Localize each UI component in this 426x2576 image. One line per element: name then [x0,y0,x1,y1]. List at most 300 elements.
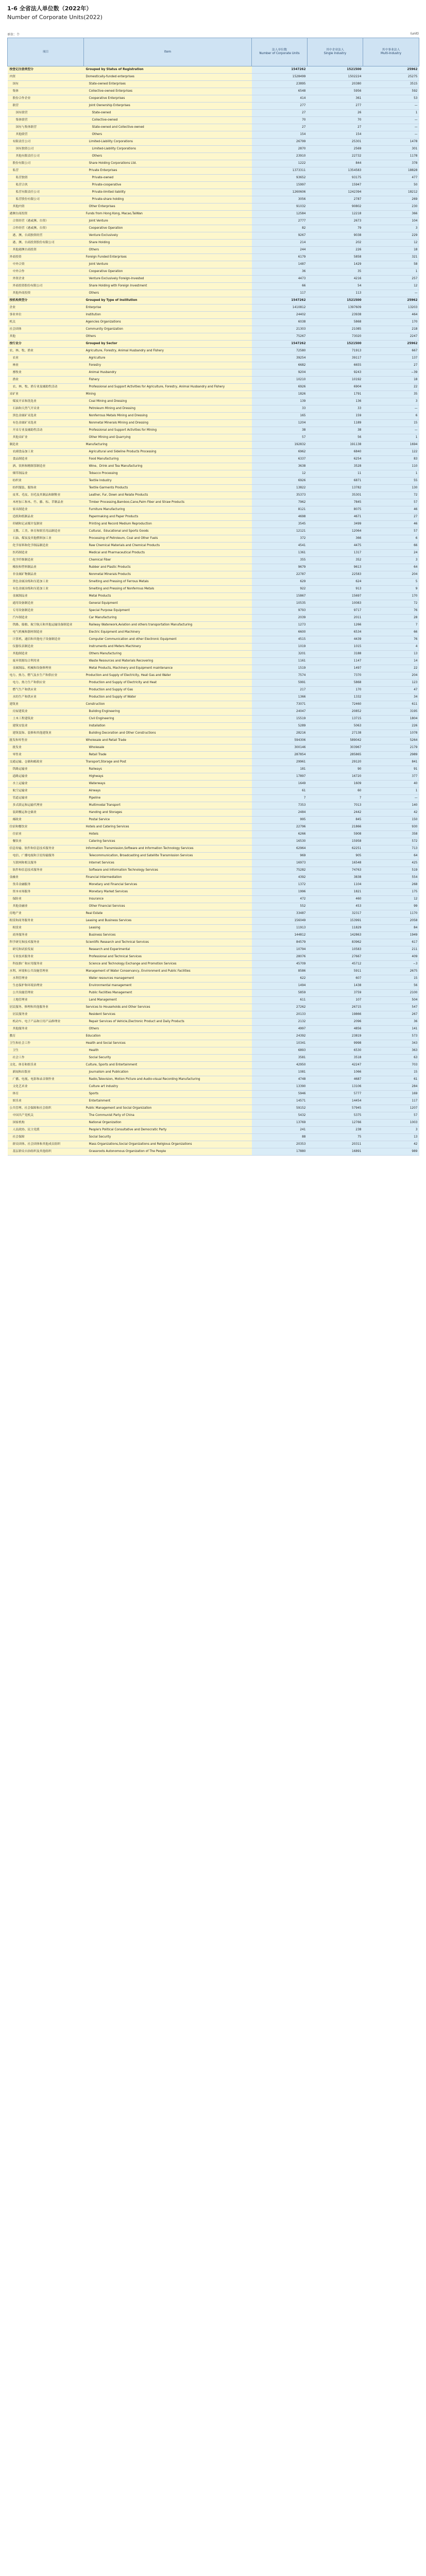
row-value-enterprise: 10192 [308,377,363,384]
row-value-institution: 1 [363,110,419,117]
row-label-en: Funds from Hong Kong, Macao,TaiWan [84,211,252,218]
row-value-institution: 40 [363,781,419,788]
row-label-en: Handing and Storages [84,809,252,817]
row-value-corporate-units: 277 [252,103,308,110]
row-value-institution: 425 [363,860,419,867]
row-label-cn: 科学研究和技术服务业 [8,939,84,946]
row-label-en: Monetary and Financial Services [84,882,252,889]
table-row [8,1011,419,1019]
row-value-corporate-units: 12 [252,470,308,478]
row-value-enterprise: 93175 [308,175,363,182]
row-value-enterprise: 2442 [308,809,363,817]
row-value-institution: 22 [363,665,419,672]
row-value-enterprise: 6904 [308,384,363,391]
table-row [8,175,419,182]
row-value-institution: 104 [363,218,419,225]
row-value-enterprise: 56 [308,434,363,442]
row-label-cn: 建筑业 [8,701,84,708]
row-label-en: Grouped by Sector [84,341,252,348]
row-value-corporate-units: 9267 [252,232,308,240]
row-label-cn: 水上运输业 [8,781,84,788]
row-value-institution: 72 [363,492,419,499]
row-value-enterprise: 9998 [308,1040,363,1047]
table-row [8,824,419,831]
table-row [8,1148,419,1156]
row-value-enterprise: 23819 [308,1033,363,1040]
row-value-corporate-units: 8586 [252,968,308,975]
table-row [8,867,419,874]
row-value-institution: 13 [363,1134,419,1141]
row-label-cn: 群众团体、社会团体和其他成员组织 [8,1141,84,1148]
table-row [8,615,419,622]
row-value-institution: 1170 [363,910,419,918]
row-value-corporate-units: 7574 [252,672,308,680]
row-value-corporate-units: 4698 [252,514,308,521]
table-row [8,204,419,211]
table-row [8,954,419,961]
row-value-institution: 72 [363,600,419,607]
row-label-cn: 中外合作 [8,268,84,276]
row-label-cn: 居民服务、修理和其他服务业 [8,1004,84,1011]
table-row [8,939,419,946]
row-value-enterprise: 4687 [308,1076,363,1083]
row-value-institution: 1 [363,268,419,276]
row-value-enterprise: 42247 [308,1062,363,1069]
row-value-institution: 363 [363,1047,419,1055]
row-value-institution: 841 [363,759,419,766]
row-label-cn: 食品制造业 [8,456,84,463]
row-value-corporate-units: 154 [252,131,308,139]
row-value-corporate-units: 6682 [252,362,308,369]
table-row [8,247,419,254]
row-value-enterprise: 54 [308,283,363,290]
row-label-en: Grouped by Type of Institution [84,297,252,304]
row-label-en: Private Enterprises [84,167,252,175]
row-value-institution: 930 [363,824,419,831]
row-label-cn: 按行业分 [8,341,84,348]
row-value-enterprise: 1502224 [308,74,363,81]
row-value-enterprise: 1397609 [308,304,363,312]
row-label-cn: 航空运输业 [8,788,84,795]
row-value-corporate-units: 622 [252,975,308,982]
row-value-corporate-units: 28216 [252,730,308,737]
table-row [8,1083,419,1091]
row-value-corporate-units: 9204 [252,369,308,377]
table-row [8,276,419,283]
header-col2: 其中企业法人 Single Industry [308,38,363,66]
table-row [8,571,419,579]
row-value-institution: 36 [363,1019,419,1026]
table-row [8,730,419,737]
row-value-corporate-units: 7962 [252,499,308,506]
row-value-institution: 343 [363,1040,419,1047]
row-value-corporate-units: 355 [252,557,308,564]
unit-en: (unit) [410,32,419,36]
table-row [8,975,419,982]
row-label-en: Agencies Organizations [84,319,252,326]
row-value-enterprise: 2569 [308,146,363,153]
row-label-en: Culture, Sports and Entertainment [84,1062,252,1069]
row-value-enterprise: 5956 [308,88,363,95]
row-label-cn: 科技推广和应用服务业 [8,961,84,968]
row-label-en: State-owned Enterprises [84,81,252,88]
row-label-cn: 机关 [8,319,84,326]
row-value-institution: 267 [363,1011,419,1019]
row-value-institution: 130 [363,485,419,492]
row-value-corporate-units: 12121 [252,528,308,535]
row-label-cn: 居民服务业 [8,1011,84,1019]
row-value-institution: 18 [363,377,419,384]
row-value-institution: 204 [363,571,419,579]
row-label-cn: 木材加工和木、竹、藤、棕、草制品业 [8,499,84,506]
row-value-corporate-units: 16973 [252,860,308,867]
row-label-en: Leather, Fur, Down and Relate Products [84,492,252,499]
row-value-enterprise: 39117 [308,355,363,362]
row-label-cn: 批发业 [8,744,84,752]
row-value-corporate-units: 14571 [252,1098,308,1105]
row-value-institution: 2100 [363,990,419,997]
table-row [8,326,419,333]
row-value-corporate-units: 28076 [252,954,308,961]
row-value-institution: 378 [363,160,419,167]
row-label-cn: 金融业 [8,874,84,882]
row-value-corporate-units: 1373311 [252,167,308,175]
row-label-cn: 汽车制造业 [8,615,84,622]
row-label-en: Venture Exclusively Foreign-Invested [84,276,252,283]
row-value-institution: 1949 [363,932,419,939]
row-label-cn: 林业 [8,362,84,369]
row-value-corporate-units: 26799 [252,139,308,146]
row-label-en: Metal Products [84,593,252,600]
row-value-institution: — [363,290,419,297]
table-row [8,853,419,860]
row-value-enterprise: 75 [308,1134,363,1141]
row-value-corporate-units: 33 [252,405,308,413]
table-row [8,434,419,442]
table-row [8,1076,419,1083]
row-label-en: Production and Supply of Water [84,694,252,701]
table-row [8,1134,419,1141]
row-label-cn: 金属制品、机械和设备修理业 [8,665,84,672]
row-value-enterprise: 13782 [308,485,363,492]
row-value-corporate-units: 1161 [252,658,308,665]
row-value-institution: 64 [363,564,419,571]
table-row [8,384,419,391]
row-value-enterprise: 845 [308,817,363,824]
row-label-cn: 租赁业 [8,925,84,932]
row-value-institution: 226 [363,723,419,730]
table-row [8,189,419,196]
row-value-institution: 3195 [363,708,419,716]
row-value-institution: 7 [363,622,419,629]
row-value-enterprise: 3499 [308,521,363,528]
row-value-enterprise: 11829 [308,925,363,932]
row-value-corporate-units: 29961 [252,759,308,766]
row-value-institution: 519 [363,867,419,874]
row-value-institution: 13203 [363,304,419,312]
row-value-corporate-units: 1222 [252,160,308,167]
row-label-cn: 农业 [8,355,84,362]
row-value-corporate-units: 17897 [252,773,308,781]
row-value-corporate-units: 117 [252,290,308,297]
row-label-en: Building Decoration and Other Constructions [84,730,252,737]
row-label-cn: 计算机、通信和其他电子设备制造业 [8,636,84,643]
row-label-en: Rubber and Plastic Products [84,564,252,571]
row-label-cn: 皮革、毛皮、羽毛及其制品和制鞋业 [8,492,84,499]
row-label-en: Manufacturing [84,442,252,449]
row-label-en: Food Manufacturing [84,456,252,463]
row-label-en: Financial Intermediation [84,874,252,882]
row-label-cn: 国家机构 [8,1120,84,1127]
table-row [8,232,419,240]
row-value-corporate-units: 5991 [252,680,308,687]
row-label-en: Science and Technology Exchange and Promotion Services [84,961,252,968]
row-value-enterprise: 10583 [308,946,363,954]
row-value-enterprise: 26 [308,110,363,117]
row-label-en: National Organization [84,1120,252,1127]
row-label-cn: 企业 [8,304,84,312]
table-row [8,680,419,687]
table-row [8,81,419,88]
row-label-cn: 体育 [8,1091,84,1098]
row-label-cn: 金属制品业 [8,593,84,600]
row-value-institution: 141 [363,1026,419,1033]
row-value-enterprise: 4856 [308,1026,363,1033]
row-value-institution: 504 [363,997,419,1004]
table-row [8,543,419,550]
row-value-institution: — [363,124,419,131]
row-label-cn: 印刷和记录媒介复制业 [8,521,84,528]
table-row [8,860,419,867]
row-label-cn: 联营 [8,103,84,110]
row-label-en: Environmental management [84,982,252,990]
row-value-corporate-units: 1547262 [252,297,308,304]
row-value-institution: 6 [363,535,419,543]
row-label-en: Professional and Support Activities for Agriculture, Forestry, Animal Husbandry and Fishery [84,384,252,391]
row-label-cn: 有色金属矿采选业 [8,420,84,427]
row-label-en: Private-limited liability [84,189,252,196]
row-value-institution: 25962 [363,341,419,348]
row-value-corporate-units: 23895 [252,81,308,88]
row-label-cn: 酒、饮料和精制茶制造业 [8,463,84,470]
table-row [8,110,419,117]
table-row [8,629,419,636]
row-value-institution: 617 [363,939,419,946]
row-label-cn: 机动车、电子产品和日用产品修理业 [8,1019,84,1026]
row-value-enterprise: 26715 [308,1004,363,1011]
row-label-cn: 其他制造业 [8,651,84,658]
row-label-cn: 装卸搬运和仓储业 [8,809,84,817]
row-value-institution: 122 [363,449,419,456]
row-label-en: Medical and Pharmaceutical Products [84,550,252,557]
row-value-institution: 713 [363,845,419,853]
row-value-corporate-units: 9679 [252,564,308,571]
row-value-corporate-units: 27262 [252,1004,308,1011]
row-label-cn: 交通运输、仓储和邮政业 [8,759,84,766]
row-label-en: Multimodal Transport [84,802,252,809]
row-value-corporate-units: 10210 [252,377,308,384]
row-label-cn: 港、澳、台商投资股份有限公司 [8,240,84,247]
row-value-corporate-units: 24392 [252,1033,308,1040]
row-value-enterprise: 277 [308,103,363,110]
row-value-enterprise: 27138 [308,730,363,737]
row-value-enterprise: 33 [308,405,363,413]
row-label-en: Public Management and Social Organization [84,1105,252,1112]
row-label-en: Monetary Market Services [84,889,252,896]
row-value-corporate-units: 969 [252,853,308,860]
row-value-enterprise: 1266 [308,622,363,629]
row-value-corporate-units: 1996 [252,889,308,896]
table-row [8,413,419,420]
row-value-corporate-units: 6337 [252,456,308,463]
table-row [8,773,419,781]
row-value-institution: 667 [363,348,419,355]
table-row [8,889,419,896]
row-value-institution: 464 [363,312,419,319]
row-label-cn: 其他内资 [8,204,84,211]
row-value-institution: −3 [363,961,419,968]
row-label-cn: 其他联营 [8,131,84,139]
row-value-institution: 204 [363,672,419,680]
row-label-en: General Equipment [84,600,252,607]
row-label-en: Smelting and Pressing of Nonferrous Metals [84,586,252,593]
row-label-cn: 畜牧业 [8,369,84,377]
row-label-cn: 国有 [8,81,84,88]
row-value-enterprise: 22583 [308,571,363,579]
row-value-enterprise: 170 [308,687,363,694]
row-label-en: Others [84,131,252,139]
row-label-cn: 非金属矿物制品业 [8,571,84,579]
row-label-cn: 铁路运输业 [8,766,84,773]
row-value-institution: 377 [363,773,419,781]
row-value-institution: 57 [363,499,419,506]
row-value-enterprise: 29120 [308,759,363,766]
row-value-enterprise: 1066 [308,1069,363,1076]
table-row [8,442,419,449]
row-label-en: Building Engineering [84,708,252,716]
row-value-enterprise: 14454 [308,1098,363,1105]
row-label-cn: 其他港澳台商投资 [8,247,84,254]
row-value-enterprise: 624 [308,579,363,586]
row-value-enterprise: 1609 [308,781,363,788]
row-value-corporate-units: 42950 [252,1062,308,1069]
row-value-enterprise: 6655 [308,362,363,369]
row-value-enterprise: 3518 [308,1055,363,1062]
row-value-institution: 13 [363,651,419,658]
row-label-en: Production and Supply of Electricity and Heat [84,680,252,687]
row-value-corporate-units: 38 [252,427,308,434]
table-row [8,752,419,759]
row-label-cn: 水利、环境和公共设施管理业 [8,968,84,975]
table-row [8,838,419,845]
row-value-corporate-units: 594306 [252,737,308,744]
row-value-corporate-units: 1361 [252,550,308,557]
page [0,0,426,1160]
row-label-en: Mass Organizations,Social Organizations and Religious Organizations [84,1141,252,1148]
row-value-institution: 28 [363,615,419,622]
row-label-cn: 中外合资 [8,261,84,268]
data-table [7,38,419,1156]
row-value-corporate-units: 6038 [252,319,308,326]
row-value-institution: 53 [363,95,419,103]
row-value-corporate-units: 1528499 [252,74,308,81]
table-row [8,622,419,629]
row-value-institution: 2675 [363,968,419,975]
row-value-enterprise: 913 [308,586,363,593]
row-value-enterprise: 1521500 [308,66,363,74]
table-row [8,593,419,600]
row-label-en: Wholesale and Retail Trade [84,737,252,744]
row-value-institution: 3 [363,398,419,405]
row-value-corporate-units: 15867 [252,593,308,600]
row-value-corporate-units: 4748 [252,1076,308,1083]
row-label-en: Waterways [84,781,252,788]
row-value-institution: — [363,795,419,802]
row-value-institution: 3 [363,1127,419,1134]
row-label-cn: 房地产业 [8,910,84,918]
table-row [8,506,419,514]
row-label-cn: 集体联营 [8,117,84,124]
row-value-institution: 64 [363,853,419,860]
row-label-en: Professional and Technical Services [84,954,252,961]
row-value-enterprise: 352 [308,557,363,564]
table-row [8,297,419,304]
table-row [8,355,419,362]
row-label-cn: 纺织业 [8,478,84,485]
row-label-cn: 集体 [8,88,84,95]
row-value-corporate-units: 1260606 [252,189,308,196]
row-value-corporate-units: 36 [252,268,308,276]
row-value-institution: 229 [363,232,419,240]
row-label-en: Research and Experimental [84,946,252,954]
row-value-institution: 34 [363,694,419,701]
row-label-cn: 租赁和商务服务业 [8,918,84,925]
row-value-institution: 42 [363,809,419,817]
row-label-cn: 管道运输业 [8,795,84,802]
row-value-institution: 58 [363,261,419,268]
row-label-en: Postal Service [84,817,252,824]
row-label-en: Special Purpose Equipment [84,607,252,615]
table-row [8,377,419,384]
table-row [8,218,419,225]
row-label-cn: 人民政协、民主党派 [8,1127,84,1134]
row-value-institution: 25275 [363,74,419,81]
row-value-corporate-units: 24402 [252,312,308,319]
row-label-en: Furniture Manufacturing [84,506,252,514]
row-value-enterprise: 1497 [308,665,363,672]
table-row [8,1040,419,1047]
row-label-cn: 住宿业 [8,831,84,838]
row-label-en: Services to Households and Other Services [84,1004,252,1011]
row-label-en: Share Holding [84,240,252,247]
row-label-en: Airways [84,788,252,795]
row-value-corporate-units: 23910 [252,153,308,160]
row-label-en: Joint Ownership Enterprises [84,103,252,110]
row-label-en: Grouped by Status of Registration [84,66,252,74]
row-label-en: Printing and Record Medium Reproduction [84,521,252,528]
row-value-enterprise: 20852 [308,708,363,716]
row-value-institution: 547 [363,1004,419,1011]
row-label-en: Nonmetal Minerals Mining and Dressing [84,420,252,427]
row-value-corporate-units: 1273 [252,622,308,629]
table-row [8,1105,419,1112]
row-label-cn: 医药制造业 [8,550,84,557]
row-label-cn: 废弃资源综合利用业 [8,658,84,665]
row-label-cn: 卫生和社会工作 [8,1040,84,1047]
row-value-enterprise: 12064 [308,528,363,535]
row-label-en: Transport,Storage and Post [84,759,252,766]
table-row [8,1004,419,1011]
